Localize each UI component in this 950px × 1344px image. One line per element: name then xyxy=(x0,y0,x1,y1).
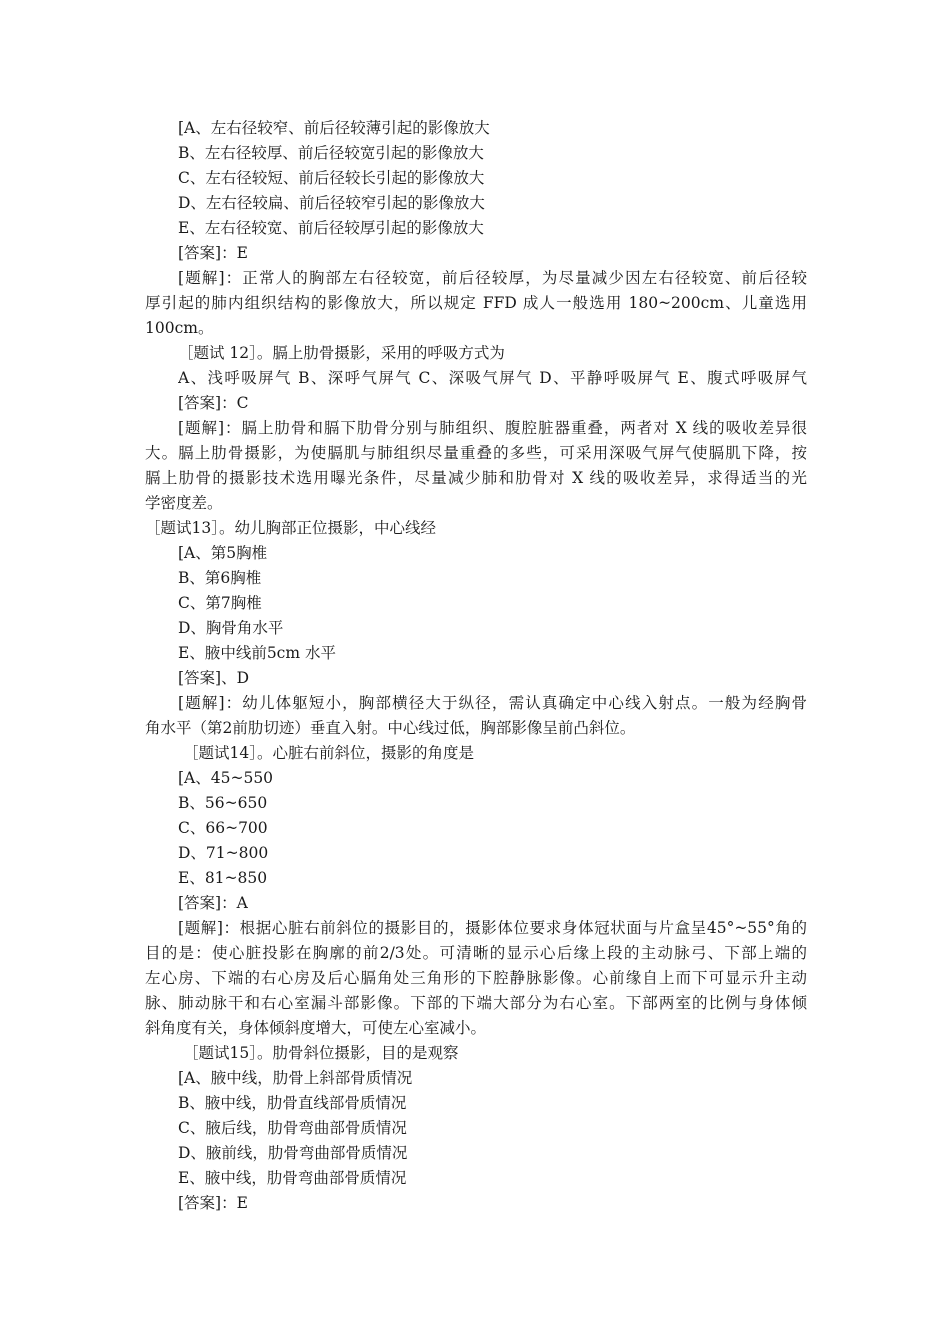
q13-option-b: B、第6胸椎 xyxy=(178,569,262,587)
q13-explanation-line: 角水平（第2前肋切迹）垂直入射。中心线过低，胸部影像呈前凸斜位。 xyxy=(145,719,636,737)
q14-question: ［题试14］。心脏右前斜位，摄影的角度是 xyxy=(183,744,474,762)
q14-option-d: D、71~800 xyxy=(178,844,269,862)
q11-answer: [答案]：E xyxy=(178,244,248,262)
q11-explanation-line: [题解]：正常人的胸部左右径较宽，前后径较厚，为尽量减少因左右径较宽、前后径较 xyxy=(178,269,807,287)
q14-answer: [答案]：A xyxy=(178,894,248,912)
q15-option-d: D、腋前线，肋骨弯曲部骨质情况 xyxy=(178,1144,408,1162)
q15-option-b: B、腋中线，肋骨直线部骨质情况 xyxy=(178,1094,407,1112)
q12-answer: [答案]：C xyxy=(178,394,249,412)
q12-explanation-line: 学密度差。 xyxy=(145,494,223,512)
q13-option-a: [A、第5胸椎 xyxy=(178,544,268,562)
q12-question: ［题试 12］。膈上肋骨摄影，采用的呼吸方式为 xyxy=(178,344,505,362)
q12-explanation-line: [题解]：膈上肋骨和膈下肋骨分别与肺组织、腹腔脏器重叠，两者对 X 线的吸收差异很 xyxy=(178,419,807,437)
q11-option-d: D、左右径较扁、前后径较窄引起的影像放大 xyxy=(178,194,485,212)
q12-explanation-line: 膈上肋骨的摄影技术选用曝光条件，尽量减少肺和肋骨对 X 线的吸收差异，求得适当的光 xyxy=(145,469,807,487)
q15-answer: [答案]：E xyxy=(178,1194,248,1212)
q11-explanation-line: 厚引起的肺内组织结构的影像放大，所以规定 FFD 成人一般选用 180~200cm、儿童选用 xyxy=(145,294,807,312)
q14-option-e: E、81~850 xyxy=(178,869,268,887)
q12-options: A、浅呼吸屏气 B、深呼气屏气 C、深吸气屏气 D、平静呼吸屏气 E、腹式呼吸屏气 xyxy=(178,369,807,387)
q13-question: ［题试13］。幼儿胸部正位摄影，中心线经 xyxy=(145,519,436,537)
q14-explanation-line: 左心房、下端的右心房及后心膈角处三角形的下腔静脉影像。心前缘自上而下可显示升主动 xyxy=(145,969,807,987)
q15-option-c: C、腋后线，肋骨弯曲部骨质情况 xyxy=(178,1119,407,1137)
q15-question: ［题试15］。肋骨斜位摄影，目的是观察 xyxy=(183,1044,459,1062)
q13-option-e: E、腋中线前5cm 水平 xyxy=(178,644,336,662)
q13-option-c: C、第7胸椎 xyxy=(178,594,262,612)
q14-explanation-line: [题解]：根据心脏右前斜位的摄影目的，摄影体位要求身体冠状面与片盒呈45°~55°角的 xyxy=(178,919,807,937)
q15-option-a: [A、腋中线，肋骨上斜部骨质情况 xyxy=(178,1069,413,1087)
q13-option-d: D、胸骨角水平 xyxy=(178,619,284,637)
q15-option-e: E、腋中线，肋骨弯曲部骨质情况 xyxy=(178,1169,407,1187)
q12-explanation-line: 大。膈上肋骨摄影，为使膈肌与肺组织尽量重叠的多些，可采用深吸气屏气使膈肌下降，按 xyxy=(145,444,807,462)
q14-option-b: B、56~650 xyxy=(178,794,268,812)
q11-option-b: B、左右径较厚、前后径较宽引起的影像放大 xyxy=(178,144,484,162)
q11-explanation-line: 100cm。 xyxy=(145,319,214,337)
q14-explanation-line: 脉、肺动脉干和右心室漏斗部影像。下部的下端大部分为右心室。下部两室的比例与身体倾 xyxy=(145,994,807,1012)
q14-explanation-line: 斜角度有关，身体倾斜度增大，可使左心室减小。 xyxy=(145,1019,487,1037)
q11-option-c: C、左右径较短、前后径较长引起的影像放大 xyxy=(178,169,485,187)
q13-answer: [答案]、D xyxy=(178,669,250,687)
q13-explanation-line: [题解]：幼儿体躯短小，胸部横径大于纵径，需认真确定中心线入射点。一般为经胸骨 xyxy=(178,694,807,712)
q11-option-a: [A、左右径较窄、前后径较薄引起的影像放大 xyxy=(178,119,490,137)
q11-option-e: E、左右径较宽、前后径较厚引起的影像放大 xyxy=(178,219,484,237)
q14-explanation-line: 目的是：使心脏投影在胸廓的前2/3处。可清晰的显示心后缘上段的主动脉弓、下部上端的 xyxy=(145,944,807,962)
q14-option-c: C、66~700 xyxy=(178,819,268,837)
q14-option-a: [A、45~550 xyxy=(178,769,274,787)
